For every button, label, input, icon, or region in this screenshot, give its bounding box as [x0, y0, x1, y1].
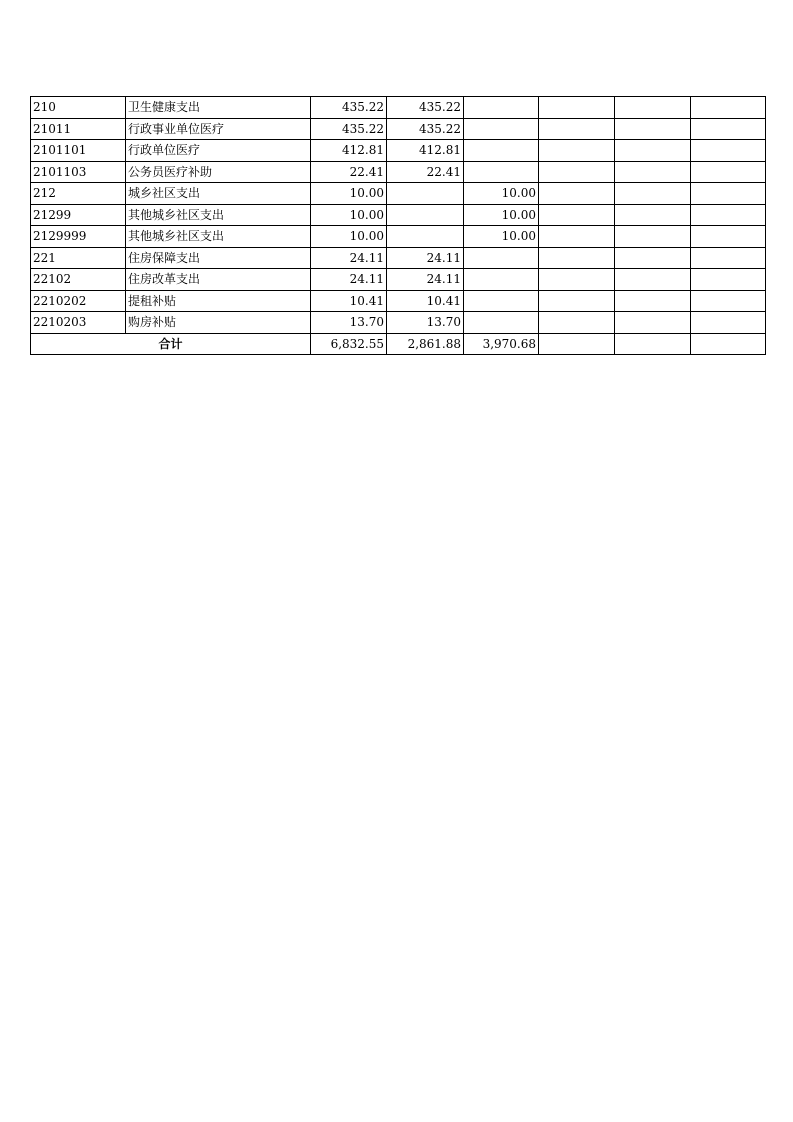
row-basic: 22.41 — [387, 161, 464, 183]
row-code: 2101103 — [31, 161, 126, 183]
row-total: 10.41 — [311, 290, 387, 312]
row-basic: 24.11 — [387, 269, 464, 291]
row-col5 — [539, 226, 615, 248]
total-total: 6,832.55 — [311, 333, 387, 355]
row-basic: 24.11 — [387, 247, 464, 269]
row-col7 — [691, 97, 766, 119]
row-project: 10.00 — [464, 204, 539, 226]
row-project: 10.00 — [464, 226, 539, 248]
table-row — [31, 290, 766, 312]
row-code: 2129999 — [31, 226, 126, 248]
row-total: 22.41 — [311, 161, 387, 183]
table-row — [31, 312, 766, 334]
row-total: 10.00 — [311, 226, 387, 248]
row-col7 — [691, 312, 766, 334]
row-total: 412.81 — [311, 140, 387, 162]
row-code: 21011 — [31, 118, 126, 140]
row-code: 2101101 — [31, 140, 126, 162]
row-basic: 435.22 — [387, 118, 464, 140]
row-col6 — [615, 118, 691, 140]
row-col6 — [615, 140, 691, 162]
row-code: 2210203 — [31, 312, 126, 334]
row-col7 — [691, 118, 766, 140]
row-col6 — [615, 247, 691, 269]
row-col7 — [691, 226, 766, 248]
row-project — [464, 118, 539, 140]
row-project — [464, 290, 539, 312]
row-basic: 435.22 — [387, 97, 464, 119]
row-col5 — [539, 269, 615, 291]
row-col6 — [615, 312, 691, 334]
table-row — [31, 226, 766, 248]
row-col5 — [539, 183, 615, 205]
total-project: 3,970.68 — [464, 333, 539, 355]
row-project — [464, 161, 539, 183]
table-row — [31, 118, 766, 140]
row-col6 — [615, 290, 691, 312]
row-total: 24.11 — [311, 247, 387, 269]
row-col5 — [539, 161, 615, 183]
row-project — [464, 312, 539, 334]
row-total: 13.70 — [311, 312, 387, 334]
row-col7 — [691, 140, 766, 162]
row-code: 212 — [31, 183, 126, 205]
row-name: 行政单位医疗 — [126, 140, 311, 162]
total-col5 — [539, 333, 615, 355]
row-col5 — [539, 97, 615, 119]
total-label: 合计 — [31, 333, 311, 355]
row-col7 — [691, 247, 766, 269]
row-project — [464, 97, 539, 119]
row-col5 — [539, 204, 615, 226]
row-name: 其他城乡社区支出 — [126, 204, 311, 226]
row-basic: 412.81 — [387, 140, 464, 162]
row-col6 — [615, 97, 691, 119]
row-name: 购房补贴 — [126, 312, 311, 334]
row-basic — [387, 226, 464, 248]
row-col6 — [615, 226, 691, 248]
row-col6 — [615, 269, 691, 291]
budget-expenditure-table — [30, 96, 766, 355]
row-name: 其他城乡社区支出 — [126, 226, 311, 248]
row-code: 21299 — [31, 204, 126, 226]
table-row — [31, 204, 766, 226]
row-basic — [387, 183, 464, 205]
row-total: 24.11 — [311, 269, 387, 291]
row-col5 — [539, 140, 615, 162]
row-col5 — [539, 312, 615, 334]
table-row — [31, 183, 766, 205]
row-name: 卫生健康支出 — [126, 97, 311, 119]
row-code: 22102 — [31, 269, 126, 291]
row-code: 210 — [31, 97, 126, 119]
row-col5 — [539, 290, 615, 312]
row-code: 221 — [31, 247, 126, 269]
table-row — [31, 247, 766, 269]
table-row — [31, 161, 766, 183]
row-col7 — [691, 161, 766, 183]
total-row — [31, 333, 766, 355]
table-row — [31, 97, 766, 119]
row-total: 435.22 — [311, 97, 387, 119]
table-row — [31, 140, 766, 162]
total-basic: 2,861.88 — [387, 333, 464, 355]
row-col6 — [615, 204, 691, 226]
row-total: 10.00 — [311, 183, 387, 205]
row-name: 城乡社区支出 — [126, 183, 311, 205]
row-col5 — [539, 247, 615, 269]
row-total: 10.00 — [311, 204, 387, 226]
row-project — [464, 247, 539, 269]
row-col6 — [615, 183, 691, 205]
row-project: 10.00 — [464, 183, 539, 205]
row-col5 — [539, 118, 615, 140]
row-name: 提租补贴 — [126, 290, 311, 312]
row-total: 435.22 — [311, 118, 387, 140]
total-col7 — [691, 333, 766, 355]
row-name: 公务员医疗补助 — [126, 161, 311, 183]
row-name: 行政事业单位医疗 — [126, 118, 311, 140]
row-col7 — [691, 269, 766, 291]
row-project — [464, 140, 539, 162]
row-project — [464, 269, 539, 291]
row-name: 住房保障支出 — [126, 247, 311, 269]
row-basic: 13.70 — [387, 312, 464, 334]
row-col7 — [691, 290, 766, 312]
row-name: 住房改革支出 — [126, 269, 311, 291]
row-basic: 10.41 — [387, 290, 464, 312]
row-col7 — [691, 204, 766, 226]
row-col7 — [691, 183, 766, 205]
row-code: 2210202 — [31, 290, 126, 312]
row-basic — [387, 204, 464, 226]
table-row — [31, 269, 766, 291]
row-col6 — [615, 161, 691, 183]
total-col6 — [615, 333, 691, 355]
